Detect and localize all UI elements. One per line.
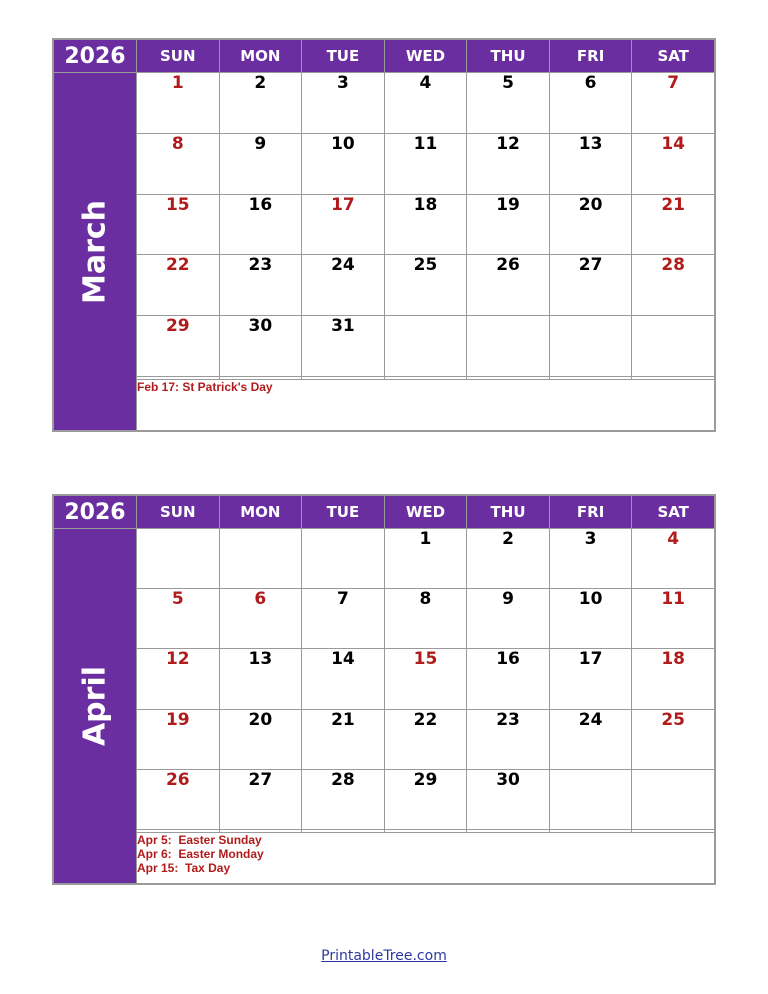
day-cell: 14: [302, 649, 385, 709]
day-cell: 28: [632, 255, 715, 316]
day-cell: 10: [302, 133, 385, 194]
day-cell: 8: [384, 589, 467, 649]
day-cell: 27: [549, 255, 632, 316]
day-cell: 16: [219, 194, 302, 255]
month-sidebar: [54, 529, 137, 884]
day-cell: [632, 316, 715, 377]
day-cell: 5: [467, 73, 550, 134]
day-cell: 19: [137, 709, 220, 769]
day-cell: 15: [137, 194, 220, 255]
day-cell: 20: [549, 194, 632, 255]
day-cell: [137, 529, 220, 589]
weekday-header-sun: SUN: [137, 496, 220, 529]
day-cell: 17: [302, 194, 385, 255]
holiday-note: Apr 15: Tax Day: [137, 861, 231, 875]
day-cell: 31: [302, 316, 385, 377]
week-row: [54, 316, 715, 377]
day-cell: 21: [302, 709, 385, 769]
day-cell: 2: [467, 529, 550, 589]
holiday-note: Apr 5: Easter Sunday: [137, 833, 262, 847]
weekday-header-thu: THU: [467, 496, 550, 529]
day-cell: 17: [549, 649, 632, 709]
weekday-header-fri: FRI: [549, 496, 632, 529]
day-cell: 23: [467, 709, 550, 769]
day-cell: 12: [467, 133, 550, 194]
day-cell: [384, 316, 467, 377]
weekday-header-tue: TUE: [302, 496, 385, 529]
week-row: [54, 529, 715, 589]
day-cell: 3: [549, 529, 632, 589]
weekday-header-mon: MON: [219, 40, 302, 73]
weekday-header-sun: SUN: [137, 40, 220, 73]
holiday-note: Apr 6: Easter Monday: [137, 847, 264, 861]
day-cell: [549, 769, 632, 829]
day-cell: 22: [137, 255, 220, 316]
day-cell: 10: [549, 589, 632, 649]
day-cell: 11: [384, 133, 467, 194]
day-cell: 26: [137, 769, 220, 829]
month-label: April: [77, 665, 113, 747]
day-cell: 22: [384, 709, 467, 769]
day-cell: 14: [632, 133, 715, 194]
week-row: [54, 133, 715, 194]
week-row: [54, 255, 715, 316]
holiday-note: Feb 17: St Patrick's Day: [137, 380, 273, 394]
day-cell: 6: [549, 73, 632, 134]
day-cell: 23: [219, 255, 302, 316]
day-cell: 6: [219, 589, 302, 649]
weekday-header-wed: WED: [384, 496, 467, 529]
day-cell: 4: [632, 529, 715, 589]
weekday-header-thu: THU: [467, 40, 550, 73]
day-cell: [219, 529, 302, 589]
day-cell: 24: [549, 709, 632, 769]
footer: [0, 948, 768, 964]
year-label: 2026: [54, 40, 137, 73]
week-row: [54, 709, 715, 769]
week-row: [54, 769, 715, 829]
day-cell: 12: [137, 649, 220, 709]
week-row: [54, 589, 715, 649]
day-cell: 29: [384, 769, 467, 829]
day-cell: 30: [467, 769, 550, 829]
printabletree-link[interactable]: PrintableTree.com: [321, 948, 447, 964]
day-cell: 25: [384, 255, 467, 316]
weekday-header-wed: WED: [384, 40, 467, 73]
day-cell: 1: [384, 529, 467, 589]
day-cell: 16: [467, 649, 550, 709]
day-cell: 25: [632, 709, 715, 769]
march-calendar: [52, 38, 716, 432]
week-row: [54, 194, 715, 255]
day-cell: 1: [137, 73, 220, 134]
day-cell: 3: [302, 73, 385, 134]
day-cell: 19: [467, 194, 550, 255]
day-cell: [302, 529, 385, 589]
day-cell: 7: [302, 589, 385, 649]
day-cell: 21: [632, 194, 715, 255]
day-cell: 9: [467, 589, 550, 649]
weekday-header-sat: SAT: [632, 40, 715, 73]
day-cell: 9: [219, 133, 302, 194]
day-cell: 13: [549, 133, 632, 194]
day-cell: 20: [219, 709, 302, 769]
year-label: 2026: [54, 496, 137, 529]
holiday-notes: [137, 380, 715, 431]
week-row: [54, 73, 715, 134]
day-cell: [549, 316, 632, 377]
day-cell: 15: [384, 649, 467, 709]
day-cell: 27: [219, 769, 302, 829]
day-cell: [632, 769, 715, 829]
weekday-header-tue: TUE: [302, 40, 385, 73]
day-cell: 30: [219, 316, 302, 377]
day-cell: 18: [632, 649, 715, 709]
day-cell: 13: [219, 649, 302, 709]
holiday-notes: [137, 833, 715, 884]
day-cell: 28: [302, 769, 385, 829]
weekday-header-mon: MON: [219, 496, 302, 529]
week-row: [54, 649, 715, 709]
day-cell: 2: [219, 73, 302, 134]
day-cell: 29: [137, 316, 220, 377]
month-sidebar: [54, 73, 137, 431]
day-cell: 5: [137, 589, 220, 649]
day-cell: 4: [384, 73, 467, 134]
day-cell: [467, 316, 550, 377]
day-cell: 8: [137, 133, 220, 194]
day-cell: 7: [632, 73, 715, 134]
day-cell: 26: [467, 255, 550, 316]
day-cell: 24: [302, 255, 385, 316]
day-cell: 18: [384, 194, 467, 255]
day-cell: 11: [632, 589, 715, 649]
weekday-header-fri: FRI: [549, 40, 632, 73]
weekday-header-sat: SAT: [632, 496, 715, 529]
april-calendar: [52, 494, 716, 885]
month-label: March: [77, 199, 113, 304]
